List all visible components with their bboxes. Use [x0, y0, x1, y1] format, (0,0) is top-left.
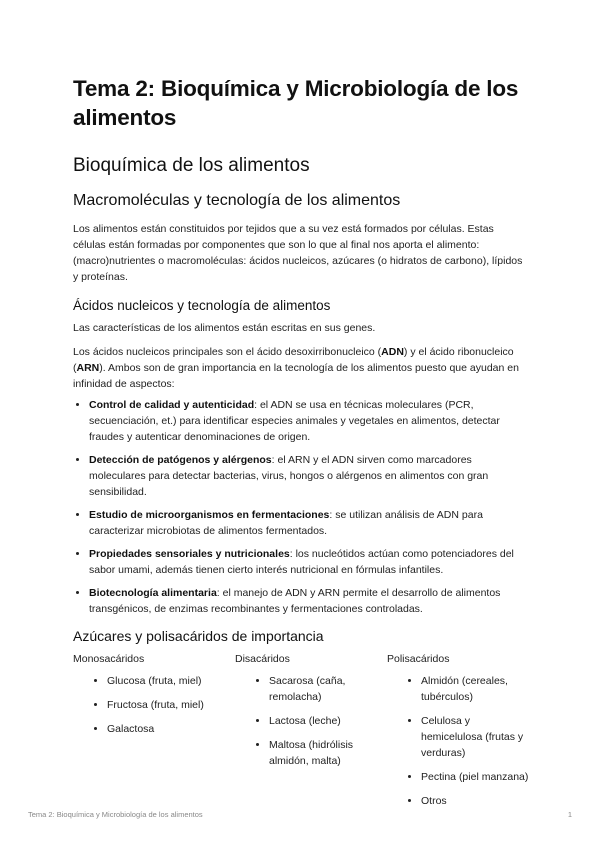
column-list [387, 673, 529, 809]
document-title: Tema 2: Bioquímica y Microbiología de los alimentos [73, 76, 519, 130]
document-page [73, 74, 529, 817]
list-item [89, 507, 529, 539]
nucleic-p2-b: ) y el ácido ribonucleico ( [73, 346, 514, 374]
list-item: • Celulosa y hemicelulosa (frutas y verduras) [421, 713, 529, 761]
nucleic-p1: Las características de los alimentos están escritas en sus genes. [73, 322, 376, 334]
list-item [89, 585, 529, 617]
column-head: Monosacáridos [73, 653, 145, 665]
list-item: • Fructosa (fruta, miel) [107, 697, 235, 713]
list-item: • Sacarosa (caña, remolacha) [269, 673, 387, 705]
list-item: • Otros [421, 793, 529, 809]
column-head: Disacáridos [235, 653, 290, 665]
sugars-heading: Azúcares y polisacáridos de importancia [73, 628, 324, 644]
list-item-bold: Propiedades sensoriales y nutricionales [89, 548, 290, 560]
intro-paragraph: Los alimentos están constituidos por tejidos que a su vez está formados por células. Estas células están formadas por componentes que son lo que al final nos aporta el alimento: (macro)nutrientes o macromoléculas: ácidos nucleicos, azúcares (o hidratos de carbono), lípidos y proteínas. [73, 223, 523, 283]
page-number: 1 [567, 810, 572, 819]
list-item: • Glucosa (fruta, miel) [107, 673, 235, 689]
list-item-bold: Control de calidad y autenticidad [89, 399, 255, 411]
list-item: • Maltosa (hidrólisis almidón, malta) [269, 737, 387, 769]
list-item [89, 452, 529, 500]
list-item [89, 546, 529, 578]
nucleic-p2-c: ). Ambos son de gran importancia en la tecnología de los alimentos puesto que ayudan en infinidad de aspectos: [73, 362, 519, 390]
column-head: Polisacáridos [387, 653, 450, 665]
list-item-text: : se utilizan análisis de ADN para caracterizar microbiotas de alimentos fermentados. [89, 509, 483, 537]
column-monosaccharides [73, 651, 235, 817]
list-item: • Lactosa (leche) [269, 713, 387, 729]
page-footer [28, 810, 572, 819]
sugars-columns [73, 651, 529, 817]
list-item-text: : el manejo de ADN y ARN permite el desarrollo de alimentos transgénicos, de enzimas recombinantes y fermentaciones controladas. [89, 587, 501, 615]
nucleic-heading: Ácidos nucleicos y tecnología de alimentos [73, 298, 331, 313]
list-item-text: : los nucleótidos actúan como potenciadores del sabor umami, además tienen cierto interés nutricional en fórmulas infantiles. [89, 548, 514, 576]
nucleic-p2 [73, 344, 529, 392]
footer-title: Tema 2: Bioquímica y Microbiología de los alimentos [28, 810, 203, 819]
list-item-bold: Estudio de microorganismos en fermentaciones [89, 509, 330, 521]
column-polysaccharides [387, 651, 529, 817]
section-heading: Bioquímica de los alimentos [73, 155, 310, 176]
list-item-bold: Biotecnología alimentaria [89, 587, 217, 599]
nucleic-p2-a: Los ácidos nucleicos principales son el ácido desoxirribonucleico ( [73, 346, 382, 358]
subsection-heading: Macromoléculas y tecnología de los alimentos [73, 192, 401, 209]
list-item: • Galactosa [107, 721, 235, 737]
column-list [73, 673, 235, 737]
adn-term: ADN [381, 346, 404, 358]
list-item: • Almidón (cereales, tubérculos) [421, 673, 529, 705]
column-list [235, 673, 387, 769]
list-item-text: : el ARN y el ADN sirven como marcadores moleculares para detectar bacterias, virus, hongos o alérgenos en alimentos con gran sensibilidad. [89, 454, 489, 498]
column-disaccharides [235, 651, 387, 817]
arn-term: ARN [76, 362, 100, 374]
nucleic-list [73, 397, 529, 617]
list-item-text: : el ADN se usa en técnicas moleculares (PCR, secuenciación, et.) para identificar especies animales y vegetales en alimentos, detectar fraudes y autenticar denominaciones de origen. [89, 399, 500, 443]
list-item: • Pectina (piel manzana) [421, 769, 529, 785]
list-item-bold: Detección de patógenos y alérgenos [89, 454, 272, 466]
list-item [89, 397, 529, 445]
